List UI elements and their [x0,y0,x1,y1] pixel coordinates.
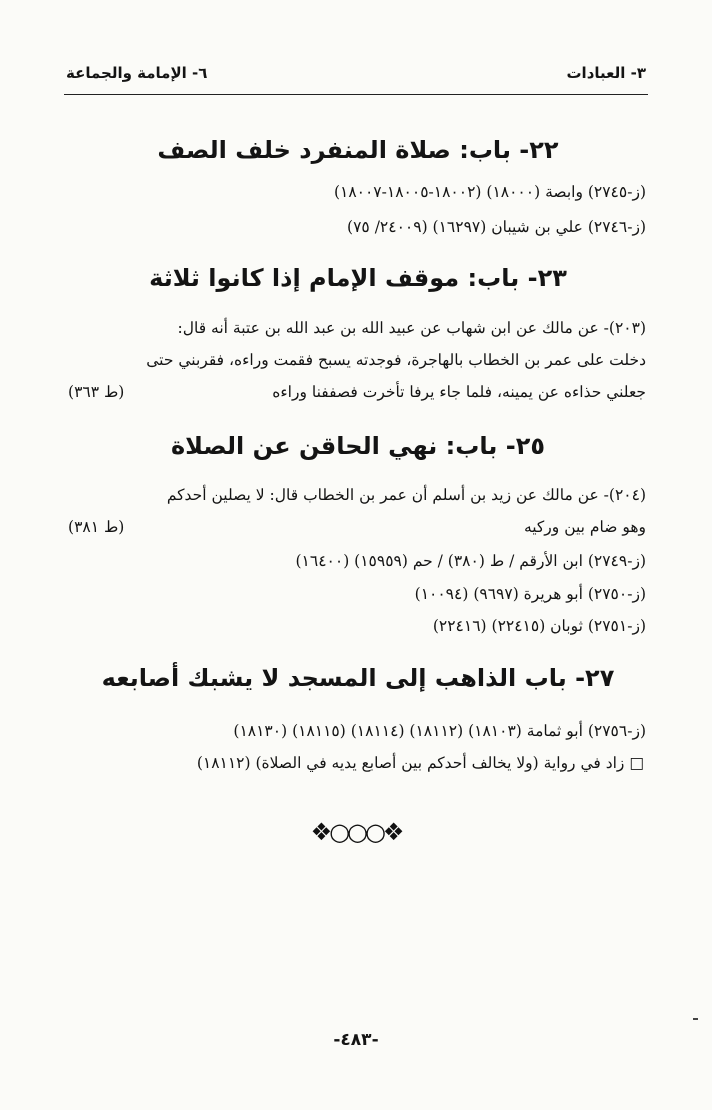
scan-mark [693,1018,698,1020]
note-text: □ زاد في رواية (ولا يخالف أحدكم بين أصابع يديه في الصلاة) (١٨١١٢) [196,754,644,772]
narration-text: (ز-٢٧٤٩) ابن الأرقم / ط (٣٨٠) / حم (١٥٩٥٩) (١٦٤٠٠) [295,552,646,570]
narration-line [68,177,646,207]
source-reference: (ط ٣٨١) [68,518,125,536]
header-rule [64,94,648,95]
header-section-title: ٣- العبادات [566,64,646,82]
header-chapter-title: ٦- الإمامة والجماعة [66,64,208,82]
narration-line [68,546,646,576]
hadith-text: جعلني حذاءه عن يمينه، فلما جاء يرفا تأخرت فصففنا وراءه [272,383,646,401]
hadith-text: دخلت على عمر بن الخطاب بالهاجرة، فوجدته يسبح فقمت وراءه، فقربني حتى [146,351,646,369]
hadith-line [68,377,646,407]
running-head [66,60,646,86]
hadith-line [68,512,646,542]
section-heading-27: ٢٧- باب الذاهب إلى المسجد لا يشبك أصابعه [101,664,615,692]
narration-text: (ز-٢٧٥٠) أبو هريرة (٩٦٩٧) (١٠٠٩٤) [414,585,646,603]
hadith-text: (٢٠٤)- عن مالك عن زيد بن أسلم أن عمر بن الخطاب قال: لا يصلين أحدكم [166,486,646,504]
section-heading-23: ٢٣- باب: موقف الإمام إذا كانوا ثلاثة [149,264,567,292]
section-heading-22: ٢٢- باب: صلاة المنفرد خلف الصف [157,136,559,164]
section-heading-25: ٢٥- باب: نهي الحاقن عن الصلاة [170,432,546,460]
narration-text: (ز-٢٧٥٦) أبو ثمامة (١٨١٠٣) (١٨١١٢) (١٨١١٤) (١٨١١٥) (١٨١٣٠) [233,722,646,740]
page-number: -٤٨٣- [333,1030,379,1050]
source-reference: (ط ٣٦٣) [68,383,125,401]
narration-line [68,611,646,641]
narration-line [68,579,646,609]
hadith-line [68,480,646,510]
narration-text: (ز-٢٧٤٥) وابصة (١٨٠٠٠) (١٨٠٠٢-١٨٠٠٥-١٨٠٠٧) [333,183,646,201]
narration-text: (ز-٢٧٥١) ثوبان (٢٢٤١٥) (٢٢٤١٦) [432,617,646,635]
hadith-line [68,345,646,375]
narration-line [68,212,646,242]
narration-line [68,716,646,746]
hadith-text: (٢٠٣)- عن مالك عن ابن شهاب عن عبيد الله بن عبد الله بن عتبة أنه قال: [177,319,646,337]
note-line [68,748,644,778]
hadith-line [68,313,646,343]
narration-text: (ز-٢٧٤٦) علي بن شيبان (١٦٢٩٧) (٢٤٠٠٩/ ٧٥) [347,218,646,236]
section-end-ornament: ❖○○○❖ [310,818,402,846]
hadith-text: وهو ضام بين وركيه [523,518,646,536]
